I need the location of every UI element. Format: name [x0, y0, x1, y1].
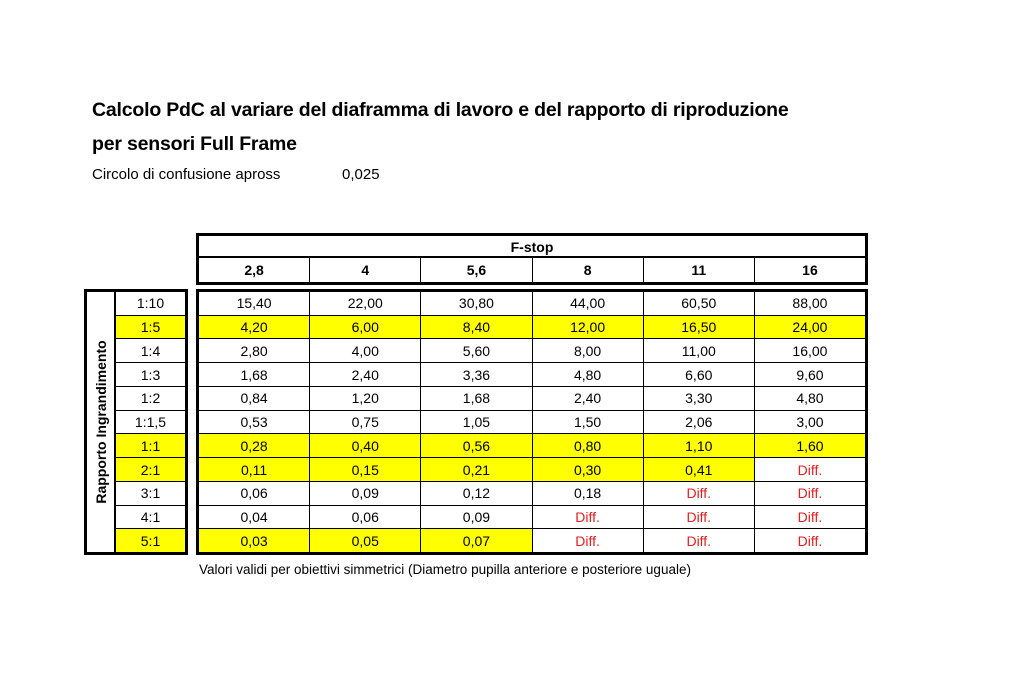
dof-value-cell: 0,09	[420, 506, 531, 529]
dof-value-cell: 0,41	[643, 458, 754, 481]
diffraction-cell: Diff.	[754, 506, 865, 529]
dof-value-cell: 0,11	[199, 458, 309, 481]
dof-value-cell: 6,00	[309, 316, 420, 339]
diffraction-cell: Diff.	[532, 529, 643, 552]
table-row	[199, 481, 865, 505]
dof-value-cell: 0,21	[420, 458, 531, 481]
diffraction-cell: Diff.	[643, 482, 754, 505]
dof-value-cell: 30,80	[420, 292, 531, 315]
table-row	[199, 362, 865, 386]
dof-value-cell: 8,00	[532, 339, 643, 362]
dof-value-cell: 4,80	[532, 363, 643, 386]
dof-value-cell: 0,06	[240, 485, 268, 502]
table-row	[199, 410, 865, 434]
document-title: Calcolo PdC al variare del diaframma di lavoro e del rapporto di riproduzione	[92, 99, 789, 121]
dof-value-cell: 0,84	[240, 390, 268, 407]
dof-value-cell: 6,60	[643, 363, 754, 386]
dof-value-cell: 1,68	[240, 366, 268, 383]
dof-value-cell: 16,00	[754, 339, 865, 362]
ratio-cell: 1:4	[116, 338, 185, 362]
fstop-cell: 5,6	[420, 258, 531, 282]
ratio-cell: 1:2	[116, 386, 185, 410]
table-row	[199, 292, 865, 315]
ratio-cell: 2:1	[116, 457, 185, 481]
ratio-cell: 1:10	[136, 295, 165, 312]
coc-value: 0,025	[342, 166, 380, 183]
row-axis-label: Rapporto Ingrandimento	[92, 340, 109, 504]
dof-table	[196, 289, 868, 555]
diffraction-cell: Diff.	[754, 458, 865, 481]
fstop-cell: 16	[754, 258, 865, 282]
table-row	[199, 457, 865, 481]
table-row	[199, 338, 865, 362]
document-subtitle: per sensori Full Frame	[92, 133, 297, 155]
dof-value-cell: 4,80	[754, 387, 865, 410]
dof-value-cell: 1,60	[754, 434, 865, 457]
dof-value-cell: 3,30	[643, 387, 754, 410]
dof-value-cell: 0,18	[532, 482, 643, 505]
dof-value-cell: 0,15	[309, 458, 420, 481]
dof-value-cell: 0,06	[309, 506, 420, 529]
dof-value-cell: 12,00	[532, 316, 643, 339]
ratio-column	[116, 292, 185, 552]
table-row	[199, 315, 865, 339]
footnote: Valori validi per obiettivi simmetrici (Diametro pupilla anteriore e posteriore uguale)	[199, 562, 691, 577]
dof-value-cell: 0,04	[240, 508, 268, 525]
dof-value-cell: 2,40	[309, 363, 420, 386]
dof-value-cell: 0,56	[420, 434, 531, 457]
table-row	[199, 505, 865, 529]
fstop-values-row	[199, 258, 865, 282]
table-row	[199, 386, 865, 410]
dof-value-cell: 9,60	[754, 363, 865, 386]
fstop-cell: 8	[532, 258, 643, 282]
dof-value-cell: 3,00	[754, 411, 865, 434]
dof-value-cell: 0,75	[309, 411, 420, 434]
dof-value-cell: 44,00	[532, 292, 643, 315]
dof-value-cell: 60,50	[643, 292, 754, 315]
diffraction-cell: Diff.	[643, 506, 754, 529]
fstop-header	[196, 233, 868, 285]
dof-value-cell: 1,50	[532, 411, 643, 434]
dof-value-cell: 24,00	[754, 316, 865, 339]
dof-value-cell: 1,05	[420, 411, 531, 434]
dof-value-cell: 0,80	[532, 434, 643, 457]
dof-value-cell: 11,00	[643, 339, 754, 362]
ratio-block	[84, 289, 188, 555]
dof-value-cell: 0,09	[309, 482, 420, 505]
diffraction-cell: Diff.	[754, 482, 865, 505]
ratio-cell: 1:1,5	[116, 410, 185, 434]
dof-value-cell: 0,07	[420, 529, 531, 552]
dof-value-cell: 0,40	[309, 434, 420, 457]
ratio-cell: 3:1	[116, 481, 185, 505]
row-axis-label-box	[87, 292, 116, 552]
dof-value-cell: 8,40	[420, 316, 531, 339]
table-row	[199, 433, 865, 457]
dof-value-cell: 0,53	[240, 414, 268, 431]
dof-value-cell: 0,12	[420, 482, 531, 505]
dof-value-cell: 88,00	[754, 292, 865, 315]
dof-value-cell: 0,05	[309, 529, 420, 552]
dof-value-cell: 4,00	[309, 339, 420, 362]
dof-value-cell: 0,03	[199, 529, 309, 552]
dof-value-cell: 15,40	[236, 295, 272, 312]
dof-value-cell: 1,20	[309, 387, 420, 410]
dof-value-cell: 2,06	[643, 411, 754, 434]
dof-value-cell: 16,50	[643, 316, 754, 339]
dof-value-cell: 2,40	[532, 387, 643, 410]
ratio-cell: 1:1	[116, 433, 185, 457]
diffraction-cell: Diff.	[754, 529, 865, 552]
coc-label: Circolo di confusione apross	[92, 166, 281, 183]
dof-value-cell: 1,68	[420, 387, 531, 410]
dof-value-cell: 22,00	[309, 292, 420, 315]
dof-value-cell: 0,30	[532, 458, 643, 481]
ratio-cell: 4:1	[116, 505, 185, 529]
dof-value-cell: 2,80	[240, 342, 268, 359]
fstop-cell: 2,8	[244, 262, 264, 278]
dof-value-cell: 5,60	[420, 339, 531, 362]
dof-value-cell: 0,28	[199, 434, 309, 457]
fstop-cell: 4	[309, 258, 420, 282]
diffraction-cell: Diff.	[643, 529, 754, 552]
fstop-title: F-stop	[199, 236, 865, 258]
ratio-cell: 1:3	[116, 362, 185, 386]
fstop-cell: 11	[643, 258, 754, 282]
ratio-cell: 5:1	[116, 528, 185, 552]
dof-value-cell: 4,20	[199, 316, 309, 339]
diffraction-cell: Diff.	[532, 506, 643, 529]
dof-value-cell: 3,36	[420, 363, 531, 386]
dof-value-cell: 1,10	[643, 434, 754, 457]
ratio-cell: 1:5	[116, 315, 185, 339]
table-row	[199, 528, 865, 552]
